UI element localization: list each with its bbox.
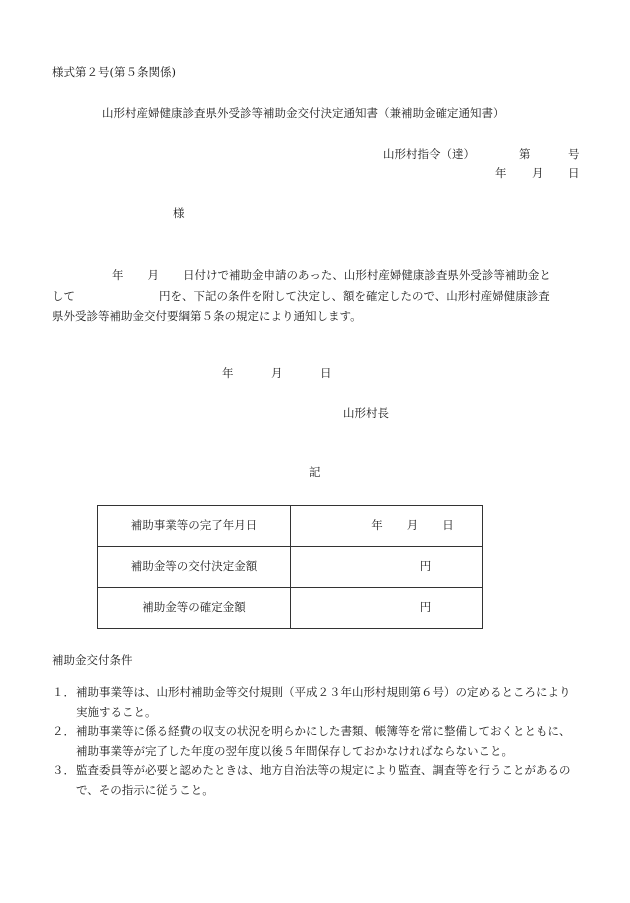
body-line1-rest: 日付けで補助金申請のあった、山形村産婦健康診査県外受診等補助金と: [183, 268, 551, 282]
body-line2-start: して: [52, 288, 75, 303]
condition-text-line: 監査委員等が必要と認めたときは、地方自治法等の規定により監査、調査等を行うことがあるの: [76, 763, 571, 777]
body-line2-rest: 円を、下記の条件を附して決定し、額を確定したので、山形村産婦健康診査: [159, 288, 550, 303]
document-title: 山形村産婦健康診査県外受診等補助金交付決定通知書（兼補助金確定通知書）: [102, 106, 505, 120]
condition-text-line: 補助事業等は、山形村補助金等交付規則（平成２３年山形村規則第６号）の定めるところにより: [76, 685, 571, 699]
confirmed-amount-label: 補助金等の確定金額: [98, 588, 291, 629]
issue-date-day: 日: [568, 166, 580, 180]
condition-text-line: で、その指示に従うこと。: [76, 782, 214, 797]
completion-date-value: [291, 506, 483, 547]
doc-number-go: 号: [568, 147, 580, 161]
addressee-suffix: 様: [173, 206, 185, 220]
sign-date-year: 年: [222, 366, 234, 380]
confirmed-amount-unit: 円: [419, 600, 432, 615]
issue-date-year: 年: [495, 166, 507, 180]
body-line-3: 県外受診等補助金交付要綱第５条の規定により通知します。: [52, 309, 362, 323]
list-item: [52, 761, 592, 800]
body-line-2: [52, 286, 582, 307]
completion-year: 年: [371, 518, 383, 533]
table-row: [98, 588, 483, 629]
ki-heading: 記: [309, 465, 321, 479]
conditions-list: [52, 683, 592, 800]
form-label: 様式第２号(第５条関係): [52, 65, 176, 79]
list-item: [52, 683, 592, 722]
condition-text-line: 補助事業等が完了した年度の翌年度以後５年間保存しておかなければならないこと。: [76, 743, 513, 758]
condition-text-line: 補助事業等に係る経費の収支の状況を明らかにした書類、帳簿等を常に整備しておくとともに、: [76, 724, 571, 738]
completion-day: 日: [442, 518, 454, 533]
doc-number-dai: 第: [519, 147, 531, 161]
list-item: [52, 722, 592, 761]
record-table: [97, 505, 483, 629]
conditions-heading: 補助金交付条件: [52, 653, 133, 667]
body-line-1: [52, 265, 582, 286]
body-paragraph: [52, 265, 582, 327]
table-row: [98, 547, 483, 588]
body-year: 年: [112, 268, 124, 282]
condition-number: ２．: [52, 724, 75, 738]
issue-date-month: 月: [532, 166, 544, 180]
completion-month: 月: [406, 518, 419, 533]
decision-amount-label: 補助金等の交付決定金額: [98, 547, 291, 588]
completion-date-label: 補助事業等の完了年月日: [98, 506, 291, 547]
decision-amount-unit: 円: [419, 559, 432, 574]
condition-number: １．: [52, 685, 75, 699]
body-month: 月: [147, 268, 159, 282]
condition-number: ３．: [52, 763, 75, 777]
sign-date-day: 日: [320, 366, 332, 380]
decision-amount-value: [291, 547, 483, 588]
sign-date-month: 月: [271, 366, 283, 380]
issuer-name: 山形村長: [343, 406, 389, 420]
doc-number-prefix: 山形村指令（達）: [383, 147, 475, 161]
table-row: [98, 506, 483, 547]
confirmed-amount-value: [291, 588, 483, 629]
condition-text-line: 実施すること。: [76, 704, 157, 719]
